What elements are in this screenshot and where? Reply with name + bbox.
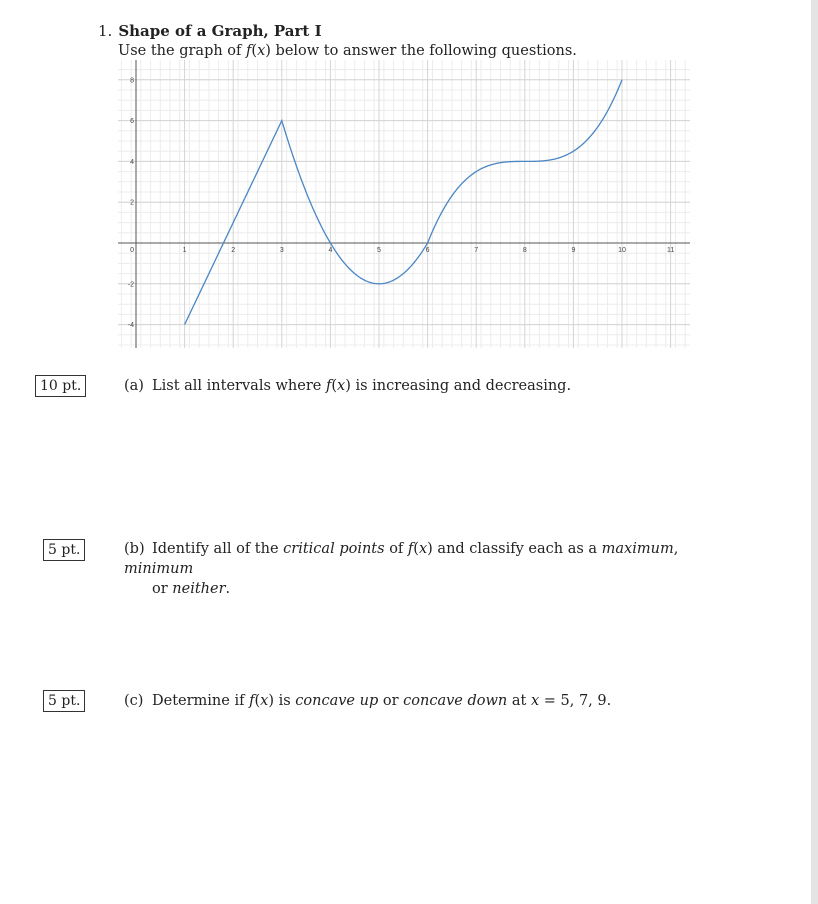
part-c-label: (c) (124, 693, 144, 709)
question-number: 1. (98, 22, 113, 40)
or-text: or (152, 581, 173, 597)
comma: , (673, 541, 679, 557)
y-tick-label: 0 (130, 247, 134, 254)
maximum-term: maximum (601, 541, 674, 557)
part-b-text: Identify all of the (152, 541, 284, 557)
f-symbol: f (246, 43, 252, 59)
part-a-text-end: is increasing and decreasing. (350, 378, 572, 394)
y-tick-label: 4 (130, 158, 134, 166)
part-c-values: = 5, 7, 9. (539, 693, 612, 709)
x-symbol: x (530, 693, 540, 709)
part-a-label: (a) (124, 378, 144, 394)
minimum-term: minimum (124, 561, 194, 577)
part-b-of: of (384, 541, 408, 557)
question-title: Shape of a Graph, Part I (118, 22, 322, 40)
y-tick-label: 6 (130, 118, 134, 126)
y-tick-label: -4 (127, 322, 134, 330)
part-c: (c) Determine if f(x) is concave up or concave down at x = 5, 7, 9. (124, 693, 612, 709)
x-symbol: x (260, 693, 269, 709)
concave-down-term: concave down (403, 693, 508, 709)
concave-up-term: concave up (295, 693, 379, 709)
part-c-or: or (378, 693, 404, 709)
part-c-text: Determine if (152, 693, 250, 709)
question-intro: Use the graph of f(x) below to answer the following questions. (118, 43, 577, 59)
x-symbol: x (257, 43, 266, 59)
x-tick-label: 7 (474, 247, 479, 254)
part-a-text: List all intervals where (152, 378, 326, 394)
x-tick-label: 10 (618, 247, 626, 254)
part-c-at: at (507, 693, 531, 709)
critical-points-term: critical points (283, 541, 385, 557)
part-b-text-mid: and classify each as a (432, 541, 602, 557)
part-a: (a) List all intervals where f(x) is increasing and decreasing. (124, 378, 572, 394)
part-b-line2 (124, 579, 724, 599)
y-tick-label: 8 (130, 77, 134, 85)
f-symbol: f (407, 541, 414, 557)
x-tick-label: 3 (279, 247, 284, 254)
points-box-b: 5 pt. (43, 539, 85, 561)
x-tick-label: 6 (425, 247, 430, 254)
question-heading (98, 21, 322, 41)
x-tick-label: 1 (182, 247, 187, 254)
x-tick-label: 11 (666, 247, 675, 254)
x-tick-label: 8 (522, 247, 527, 254)
x-tick-label: 9 (571, 247, 576, 254)
function-graph (118, 60, 690, 348)
y-tick-label: 2 (130, 199, 134, 207)
points-box-a: 10 pt. (35, 375, 86, 397)
x-tick-label: 4 (328, 247, 333, 254)
f-symbol: f (249, 693, 255, 709)
period: . (225, 581, 231, 597)
part-c-is: is (273, 693, 296, 709)
intro-text: Use the graph of (118, 43, 247, 59)
f-symbol: f (325, 378, 332, 394)
points-box-c: 5 pt. (43, 690, 85, 712)
y-tick-label: -2 (127, 281, 134, 289)
part-b: (b) Identify all of the critical points of f(x) and classify each as a maximum, minimum or neither. (124, 539, 724, 599)
x-symbol: x (418, 541, 428, 557)
x-symbol: x (337, 378, 346, 394)
x-tick-label: 5 (377, 247, 381, 254)
part-b-label: (b) (124, 541, 145, 557)
x-tick-label: 2 (231, 247, 236, 254)
page-edge (811, 0, 818, 904)
intro-text-end: below to answer the following questions. (270, 43, 577, 59)
neither-term: neither (172, 581, 226, 597)
